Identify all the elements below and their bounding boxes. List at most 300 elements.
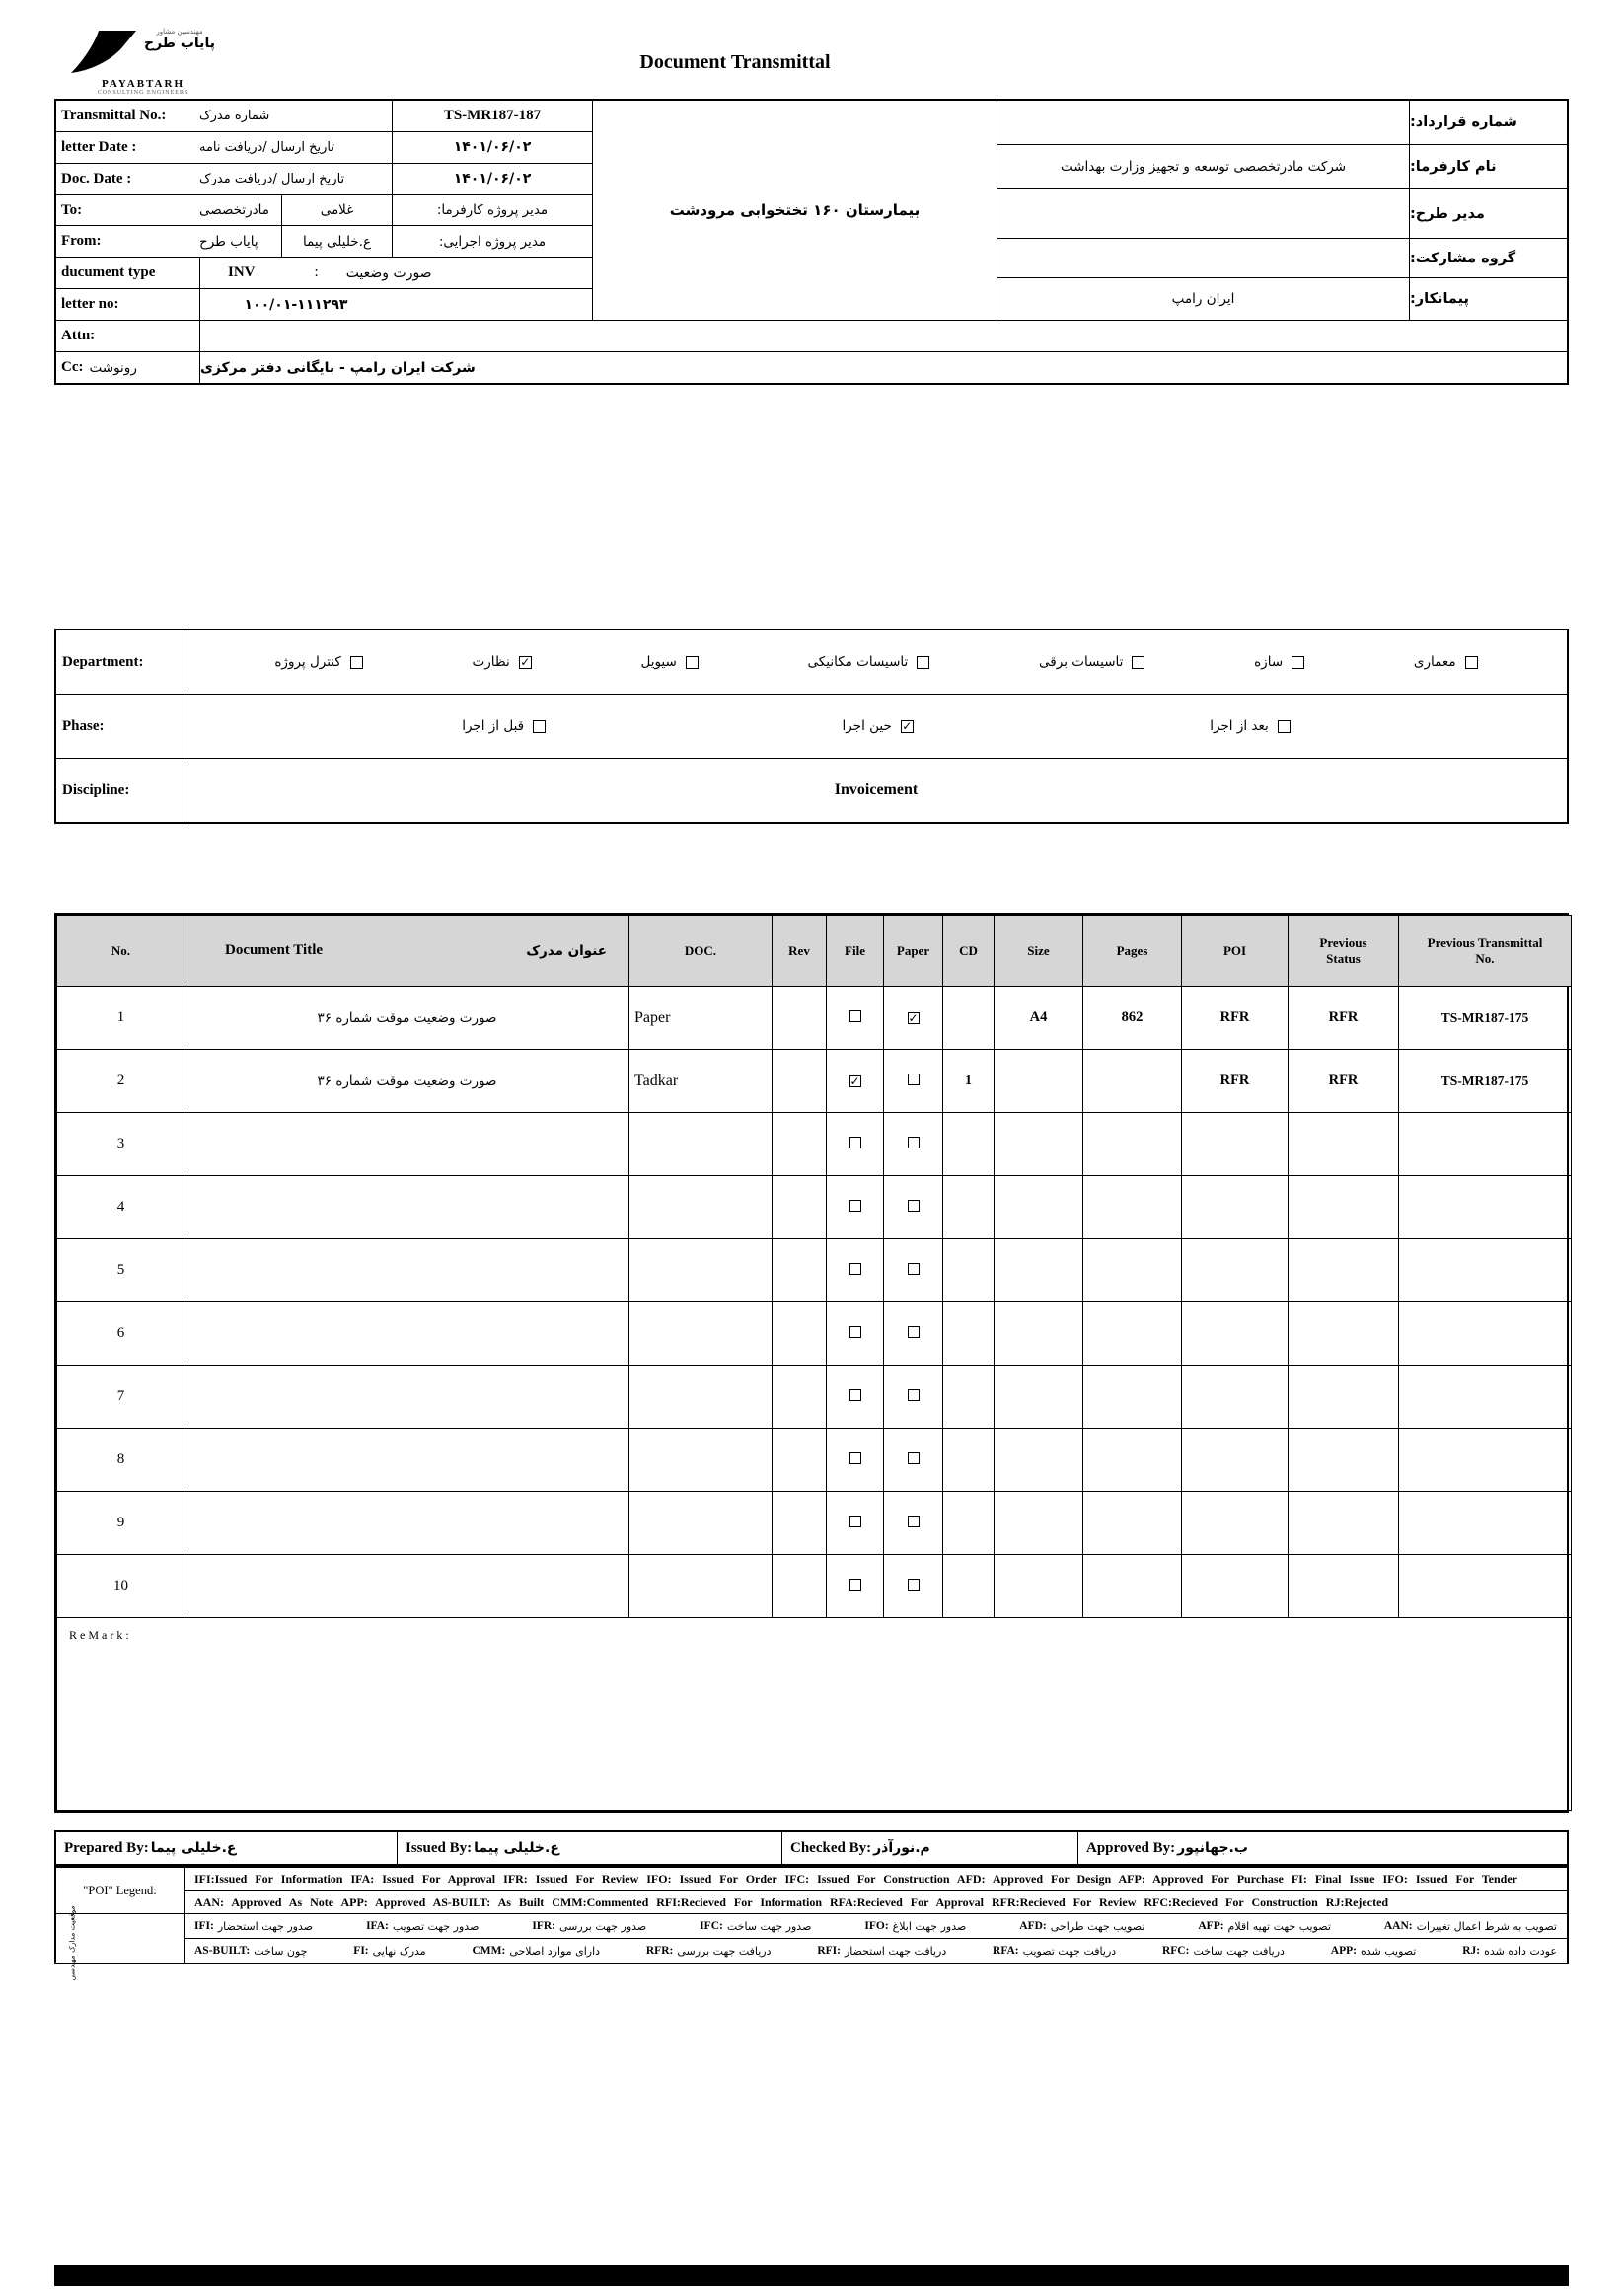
paper-cell xyxy=(884,987,943,1050)
doc-medium xyxy=(629,1492,773,1555)
file-cell xyxy=(827,1050,884,1113)
department-label: Department: xyxy=(62,653,144,670)
previous-status-value: RFR xyxy=(1289,1050,1399,1113)
signature-label: Approved By: xyxy=(1086,1839,1176,1856)
legend-item xyxy=(1198,1920,1331,1933)
doc-medium xyxy=(629,1429,773,1492)
previous-status-value xyxy=(1289,1429,1399,1492)
file-cell xyxy=(827,1555,884,1618)
legend-item-code: RJ: xyxy=(1462,1945,1481,1957)
legend-item xyxy=(353,1945,425,1958)
legend-item xyxy=(366,1920,479,1933)
legend-en-text-1: IFI:Issued For Information IFA: Issued For Approval IFR: Issued For Review IFO: Issued For Order IFC: Issued For Construction AFD: Approved For Design AFP: Approved For Purchase FI: Final Issue IFO: Issued For Tender xyxy=(194,1872,1517,1886)
paper-checkbox[interactable] xyxy=(908,1263,920,1275)
phase-checkbox[interactable] xyxy=(533,720,546,733)
transmittal-info-block xyxy=(56,101,592,320)
legend-item-code: RFC: xyxy=(1161,1945,1190,1957)
previous-status-value xyxy=(1289,1555,1399,1618)
paper-cell xyxy=(884,1176,943,1239)
discipline-label: Discipline: xyxy=(62,781,130,798)
row-number: 7 xyxy=(57,1366,185,1429)
document-title xyxy=(185,1113,629,1176)
phase-option xyxy=(1210,718,1291,734)
letter-date-label: letter Date : xyxy=(61,138,137,155)
legend-item-code: AS-BUILT: xyxy=(194,1945,251,1957)
pages-value xyxy=(1083,1113,1182,1176)
phase-option-label: قبل از اجرا xyxy=(462,718,525,734)
letter-date-row xyxy=(56,132,592,164)
poi-legend-table xyxy=(54,1866,1569,1981)
col-header-paper: Paper xyxy=(884,916,943,987)
document-title xyxy=(185,1492,629,1555)
phase-checkbox[interactable] xyxy=(1278,720,1291,733)
department-option xyxy=(808,654,930,670)
size-value xyxy=(995,1492,1083,1555)
client-name-row xyxy=(997,145,1567,189)
row-number: 6 xyxy=(57,1302,185,1366)
legend-item xyxy=(817,1945,946,1958)
department-option-label: نظارت xyxy=(472,654,510,670)
previous-transmittal-value xyxy=(1399,1429,1572,1492)
size-value xyxy=(995,1366,1083,1429)
doc-type-colon: : xyxy=(314,264,319,281)
legend-item xyxy=(993,1945,1116,1958)
col-header-cd: CD xyxy=(943,916,995,987)
previous-status-value xyxy=(1289,1302,1399,1366)
pages-value xyxy=(1083,1176,1182,1239)
file-checkbox[interactable] xyxy=(849,1579,861,1591)
doc-medium xyxy=(629,1302,773,1366)
footer-bar xyxy=(54,2265,1569,2286)
poi-value xyxy=(1182,1492,1289,1555)
phase-label: Phase: xyxy=(62,717,105,734)
doc-medium xyxy=(629,1113,773,1176)
department-checkbox[interactable] xyxy=(1465,656,1478,669)
legend-en-text-2: AAN: Approved As Note APP: Approved AS-BUILT: As Built CMM:Commented RFI:Recieved For Information RFA:Recieved For Approval RFR:Recieved For Review RFC:Recieved For Construction RJ:Rejected xyxy=(194,1894,1389,1909)
legend-item xyxy=(1162,1945,1285,1958)
doc-table-row xyxy=(57,1555,1572,1618)
cc-label: Cc: xyxy=(61,359,84,375)
department-option xyxy=(1254,654,1304,670)
partnership-group-value xyxy=(997,239,1409,277)
phase-option-label: بعد از اجرا xyxy=(1210,718,1269,734)
department-option xyxy=(1414,654,1478,670)
legend-row-en-2 xyxy=(185,1890,1567,1913)
signature-cell xyxy=(1077,1832,1567,1864)
paper-checkbox[interactable] xyxy=(908,1200,920,1212)
previous-transmittal-value xyxy=(1399,1366,1572,1429)
signature-cell xyxy=(56,1832,397,1864)
discipline-row xyxy=(56,759,1567,822)
paper-checkbox[interactable] xyxy=(908,1137,920,1148)
transmittal-no-label: Transmittal No.: xyxy=(61,107,167,123)
legend-item-desc: تصویب به شرط اعمال تغییرات xyxy=(1416,1919,1557,1933)
previous-status-value xyxy=(1289,1113,1399,1176)
file-checkbox[interactable] xyxy=(849,1200,861,1212)
letter-no-row xyxy=(56,289,592,320)
row-number: 1 xyxy=(57,987,185,1050)
legend-item-code: CMM: xyxy=(472,1945,506,1957)
logo-tagline-fa: مهندسین مشاور xyxy=(156,28,203,36)
file-checkbox[interactable] xyxy=(849,1263,861,1275)
cd-value xyxy=(943,1302,995,1366)
department-checkbox[interactable] xyxy=(917,656,929,669)
phase-row xyxy=(56,695,1567,759)
legend-item-code: RFA: xyxy=(993,1945,1019,1957)
legend-item-code: IFI: xyxy=(194,1920,214,1932)
previous-transmittal-value xyxy=(1399,1239,1572,1302)
file-checkbox[interactable] xyxy=(849,1452,861,1464)
paper-checkbox[interactable] xyxy=(908,1579,920,1591)
paper-checkbox[interactable] xyxy=(908,1389,920,1401)
cd-value xyxy=(943,1113,995,1176)
contractor-row xyxy=(997,278,1567,320)
contract-no-value xyxy=(997,101,1409,144)
previous-status-value: RFR xyxy=(1289,987,1399,1050)
file-cell xyxy=(827,1176,884,1239)
poi-value xyxy=(1182,1555,1289,1618)
paper-checkbox[interactable] xyxy=(908,1452,920,1464)
legend-item xyxy=(700,1920,811,1933)
department-option-label: معماری xyxy=(1413,654,1456,670)
paper-cell xyxy=(884,1429,943,1492)
signature-label: Issued By: xyxy=(406,1839,473,1856)
previous-transmittal-value xyxy=(1399,1176,1572,1239)
doc-type-row xyxy=(56,258,592,289)
doc-table-row xyxy=(57,1492,1572,1555)
file-checkbox[interactable] xyxy=(849,1137,861,1148)
legend-row-fa-1 xyxy=(185,1913,1567,1938)
client-name-value: شرکت مادرتخصصی توسعه و تجهیز وزارت بهداشت xyxy=(1060,159,1347,175)
legend-item-desc: دریافت جهت استحضار xyxy=(844,1944,947,1958)
department-checkbox[interactable]: ✓ xyxy=(520,655,531,669)
contractor-value: ایران رامپ xyxy=(1171,291,1235,307)
pages-value: 862 xyxy=(1083,987,1182,1050)
cc-value: شرکت ایران رامپ - بایگانی دفتر مرکزی xyxy=(199,352,1567,383)
file-cell xyxy=(827,987,884,1050)
cc-row xyxy=(56,351,1567,383)
row-number: 5 xyxy=(57,1239,185,1302)
cd-value xyxy=(943,1492,995,1555)
rev-value xyxy=(773,1492,827,1555)
doc-date-label-fa: تاریخ ارسال /دریافت مدرک xyxy=(199,171,345,186)
paper-checkbox[interactable] xyxy=(908,1516,920,1527)
legend-item-code: IFO: xyxy=(864,1920,889,1932)
previous-transmittal-value xyxy=(1399,1492,1572,1555)
executive-pm-value: ع.خلیلی پیما xyxy=(281,226,392,257)
phase-options xyxy=(185,695,1567,758)
previous-transmittal-value: TS-MR187-175 xyxy=(1399,987,1572,1050)
legend-item-code: FI: xyxy=(353,1945,369,1957)
file-cell xyxy=(827,1366,884,1429)
size-value xyxy=(995,1555,1083,1618)
executive-pm-label: مدیر پروژه اجرایی: xyxy=(392,226,592,257)
contract-no-row xyxy=(997,101,1567,145)
doc-table-header-row xyxy=(57,916,1572,987)
department-option-label: سیویل xyxy=(640,654,677,670)
file-cell xyxy=(827,1302,884,1366)
row-number: 10 xyxy=(57,1555,185,1618)
transmittal-header-table xyxy=(54,99,1569,385)
rev-value xyxy=(773,1555,827,1618)
legend-item xyxy=(646,1945,772,1958)
legend-item-code: AAN: xyxy=(1383,1920,1413,1932)
document-title xyxy=(185,1429,629,1492)
from-value: پایاب طرح xyxy=(199,233,258,250)
signature-label: Prepared By: xyxy=(64,1839,149,1856)
remark-cell xyxy=(57,1618,1572,1811)
previous-transmittal-value: TS-MR187-175 xyxy=(1399,1050,1572,1113)
legend-item-code: APP: xyxy=(1330,1945,1357,1957)
size-value xyxy=(995,1113,1083,1176)
file-checkbox[interactable] xyxy=(849,1010,861,1022)
rev-value xyxy=(773,1302,827,1366)
paper-cell xyxy=(884,1492,943,1555)
project-name-cell xyxy=(592,101,997,320)
legend-item-desc: دریافت جهت تصویب xyxy=(1022,1944,1117,1958)
paper-cell xyxy=(884,1302,943,1366)
doc-date-row xyxy=(56,164,592,195)
department-option-label: تاسیسات مکانیکی xyxy=(807,654,909,670)
rev-value xyxy=(773,1176,827,1239)
cd-value xyxy=(943,1555,995,1618)
doc-type-label: ducument type xyxy=(61,264,156,281)
doc-medium xyxy=(629,1239,773,1302)
col-header-no: No. xyxy=(57,916,185,987)
legend-item xyxy=(1462,1945,1557,1958)
col-header-rev: Rev xyxy=(773,916,827,987)
paper-checkbox[interactable] xyxy=(908,1326,920,1338)
phase-option xyxy=(843,718,914,734)
cd-value xyxy=(943,1239,995,1302)
rev-value xyxy=(773,1429,827,1492)
logo-name-en: PAYABTARH xyxy=(101,78,185,90)
doc-medium: Tadkar xyxy=(629,1050,773,1113)
legend-row-fa-2 xyxy=(185,1938,1567,1963)
signature-name: ع.خلیلی پیما xyxy=(150,1840,237,1856)
signature-cell xyxy=(397,1832,781,1864)
attn-label: Attn: xyxy=(61,328,96,343)
legend-item-desc: دریافت جهت بررسی xyxy=(677,1944,772,1958)
client-pm-value: غلامی xyxy=(281,195,392,226)
document-title xyxy=(185,1239,629,1302)
cd-value: 1 xyxy=(943,1050,995,1113)
poi-legend-label: "POI" Legend: xyxy=(56,1868,185,1913)
doc-type-value-group xyxy=(199,258,592,288)
discipline-cell xyxy=(185,759,1567,822)
legend-item xyxy=(473,1945,601,1958)
legend-item-code: IFA: xyxy=(366,1920,389,1932)
paper-cell xyxy=(884,1050,943,1113)
plan-manager-value xyxy=(997,189,1409,238)
to-value: مادرتخصصی xyxy=(199,202,270,218)
department-row xyxy=(56,630,1567,695)
previous-transmittal-value xyxy=(1399,1555,1572,1618)
previous-transmittal-value xyxy=(1399,1302,1572,1366)
from-row xyxy=(56,226,592,258)
col-header-previous-transmittal: Previous Transmittal No. xyxy=(1399,916,1572,987)
transmittal-no-value: TS-MR187-187 xyxy=(392,101,592,131)
legend-item xyxy=(532,1920,646,1933)
legend-item-code: IFC: xyxy=(700,1920,723,1932)
pages-value xyxy=(1083,1555,1182,1618)
col-header-previous-status: Previous Status xyxy=(1289,916,1399,987)
col-header-doc: DOC. xyxy=(629,916,773,987)
legend-item-desc: تصویب جهت تهیه اقلام xyxy=(1227,1919,1331,1933)
legend-row-en-1 xyxy=(185,1868,1567,1890)
department-checkbox[interactable] xyxy=(686,656,699,669)
paper-cell xyxy=(884,1239,943,1302)
rev-value xyxy=(773,1239,827,1302)
department-option-label: سازه xyxy=(1254,654,1284,670)
file-cell xyxy=(827,1492,884,1555)
letter-no-value: ۱۰۰/۰۱-۱۱۱۲۹۳ xyxy=(199,289,392,320)
legend-item-desc: تصویب جهت طراحی xyxy=(1050,1919,1145,1933)
legend-item-desc: چون ساخت xyxy=(254,1944,308,1958)
size-value xyxy=(995,1302,1083,1366)
file-cell xyxy=(827,1239,884,1302)
rev-value xyxy=(773,987,827,1050)
phase-checkbox[interactable]: ✓ xyxy=(902,719,913,733)
file-checkbox[interactable] xyxy=(849,1516,861,1527)
poi-value xyxy=(1182,1429,1289,1492)
doc-table-row xyxy=(57,1050,1572,1113)
doc-table-row xyxy=(57,1176,1572,1239)
col-header-title-en: Document Title xyxy=(225,942,324,958)
paper-cell xyxy=(884,1113,943,1176)
cd-value xyxy=(943,1366,995,1429)
file-checkbox[interactable] xyxy=(849,1326,861,1338)
document-title: صورت وضعیت موقت شماره ۳۶ xyxy=(185,987,629,1050)
legend-item-desc: دریافت جهت ساخت xyxy=(1193,1944,1285,1958)
legend-item-desc: دارای موارد اصلاحی xyxy=(509,1944,601,1958)
pages-value xyxy=(1083,1239,1182,1302)
legend-item-code: AFP: xyxy=(1198,1920,1224,1932)
size-value xyxy=(995,1176,1083,1239)
paper-checkbox[interactable] xyxy=(908,1074,920,1085)
department-checkbox[interactable] xyxy=(1292,656,1304,669)
signature-label: Checked By: xyxy=(790,1839,872,1856)
col-header-poi: POI xyxy=(1182,916,1289,987)
rev-value xyxy=(773,1113,827,1176)
legend-item-desc: تصویب شده xyxy=(1360,1944,1417,1958)
pages-value xyxy=(1083,1302,1182,1366)
rev-value xyxy=(773,1050,827,1113)
department-option xyxy=(473,654,532,670)
col-header-title xyxy=(185,916,629,987)
project-name: بیمارستان ۱۶۰ تختخوابی مرودشت xyxy=(669,201,921,219)
size-value xyxy=(995,1429,1083,1492)
previous-status-value xyxy=(1289,1239,1399,1302)
file-checkbox[interactable] xyxy=(849,1389,861,1401)
client-pm-label: مدیر پروژه کارفرما: xyxy=(392,195,592,226)
size-value xyxy=(995,1050,1083,1113)
poi-value: RFR xyxy=(1182,987,1289,1050)
poi-value xyxy=(1182,1366,1289,1429)
cd-value xyxy=(943,1429,995,1492)
col-header-pages: Pages xyxy=(1083,916,1182,987)
cc-label-fa: رونوشت xyxy=(89,359,137,376)
legend-item-desc: صدور جهت ابلاغ xyxy=(892,1919,967,1933)
contractor-label: پیمانکار: xyxy=(1409,278,1567,320)
partnership-group-row xyxy=(997,239,1567,278)
previous-status-value xyxy=(1289,1176,1399,1239)
paper-checkbox[interactable]: ✓ xyxy=(908,1010,919,1025)
letter-date-value: ۱۴۰۱/۰۶/۰۲ xyxy=(392,132,592,163)
row-number: 2 xyxy=(57,1050,185,1113)
from-label: From: xyxy=(61,233,102,250)
legend-item-desc: صدور جهت بررسی xyxy=(559,1919,647,1933)
legend-item-desc: صدور جهت ساخت xyxy=(726,1919,812,1933)
file-cell xyxy=(827,1429,884,1492)
col-header-title-fa: عنوان مدرک xyxy=(526,942,607,959)
page-title: Document Transmittal xyxy=(639,51,831,73)
previous-status-value xyxy=(1289,1492,1399,1555)
legend-item xyxy=(1331,1945,1417,1958)
doc-date-value: ۱۴۰۱/۰۶/۰۲ xyxy=(392,164,592,194)
poi-value xyxy=(1182,1113,1289,1176)
legend-item-code: IFR: xyxy=(532,1920,556,1932)
document-title xyxy=(185,1176,629,1239)
pages-value xyxy=(1083,1429,1182,1492)
doc-table-row xyxy=(57,1366,1572,1429)
signature-name: م.نورآذر xyxy=(873,1840,930,1856)
legend-item xyxy=(1384,1920,1557,1933)
signatures-table xyxy=(54,1830,1569,1866)
col-header-size: Size xyxy=(995,916,1083,987)
doc-table-row xyxy=(57,1429,1572,1492)
doc-medium xyxy=(629,1555,773,1618)
size-value: A4 xyxy=(995,987,1083,1050)
pages-value xyxy=(1083,1492,1182,1555)
signature-name: ع.خلیلی پیما xyxy=(474,1840,559,1856)
poi-value xyxy=(1182,1239,1289,1302)
letter-no-label: letter no: xyxy=(61,296,119,313)
paper-cell xyxy=(884,1555,943,1618)
legend-item-desc: مدرک نهایی xyxy=(372,1944,426,1958)
file-cell xyxy=(827,1113,884,1176)
doc-table-row xyxy=(57,1239,1572,1302)
previous-transmittal-value xyxy=(1399,1113,1572,1176)
logo-name-fa: پایاب طرح xyxy=(144,36,215,51)
to-label: To: xyxy=(61,201,83,218)
legend-item-code: RFI: xyxy=(817,1945,841,1957)
transmittal-no-label-fa: شماره مدرک xyxy=(199,108,270,123)
paper-cell xyxy=(884,1366,943,1429)
doc-table-row xyxy=(57,1113,1572,1176)
doc-date-label: Doc. Date : xyxy=(61,170,132,186)
poi-value: RFR xyxy=(1182,1050,1289,1113)
rev-value xyxy=(773,1366,827,1429)
department-checkbox[interactable] xyxy=(350,656,363,669)
classification-table xyxy=(54,629,1569,824)
phase-option-label: حین اجرا xyxy=(842,718,892,734)
department-checkbox[interactable] xyxy=(1132,656,1144,669)
department-option xyxy=(640,654,698,670)
pages-value xyxy=(1083,1050,1182,1113)
doc-type-value: INV xyxy=(228,264,256,281)
plan-manager-row xyxy=(997,189,1567,239)
row-number: 8 xyxy=(57,1429,185,1492)
phase-option xyxy=(462,718,546,734)
discipline-value: Invoicement xyxy=(834,781,919,798)
legend-item xyxy=(194,1920,313,1933)
legend-item-code: AFD: xyxy=(1019,1920,1047,1932)
logo-subtitle-en: CONSULTING ENGINEERS xyxy=(97,90,189,96)
document-table xyxy=(54,913,1569,1813)
attn-value xyxy=(199,321,1567,351)
file-checkbox[interactable]: ✓ xyxy=(849,1074,860,1088)
